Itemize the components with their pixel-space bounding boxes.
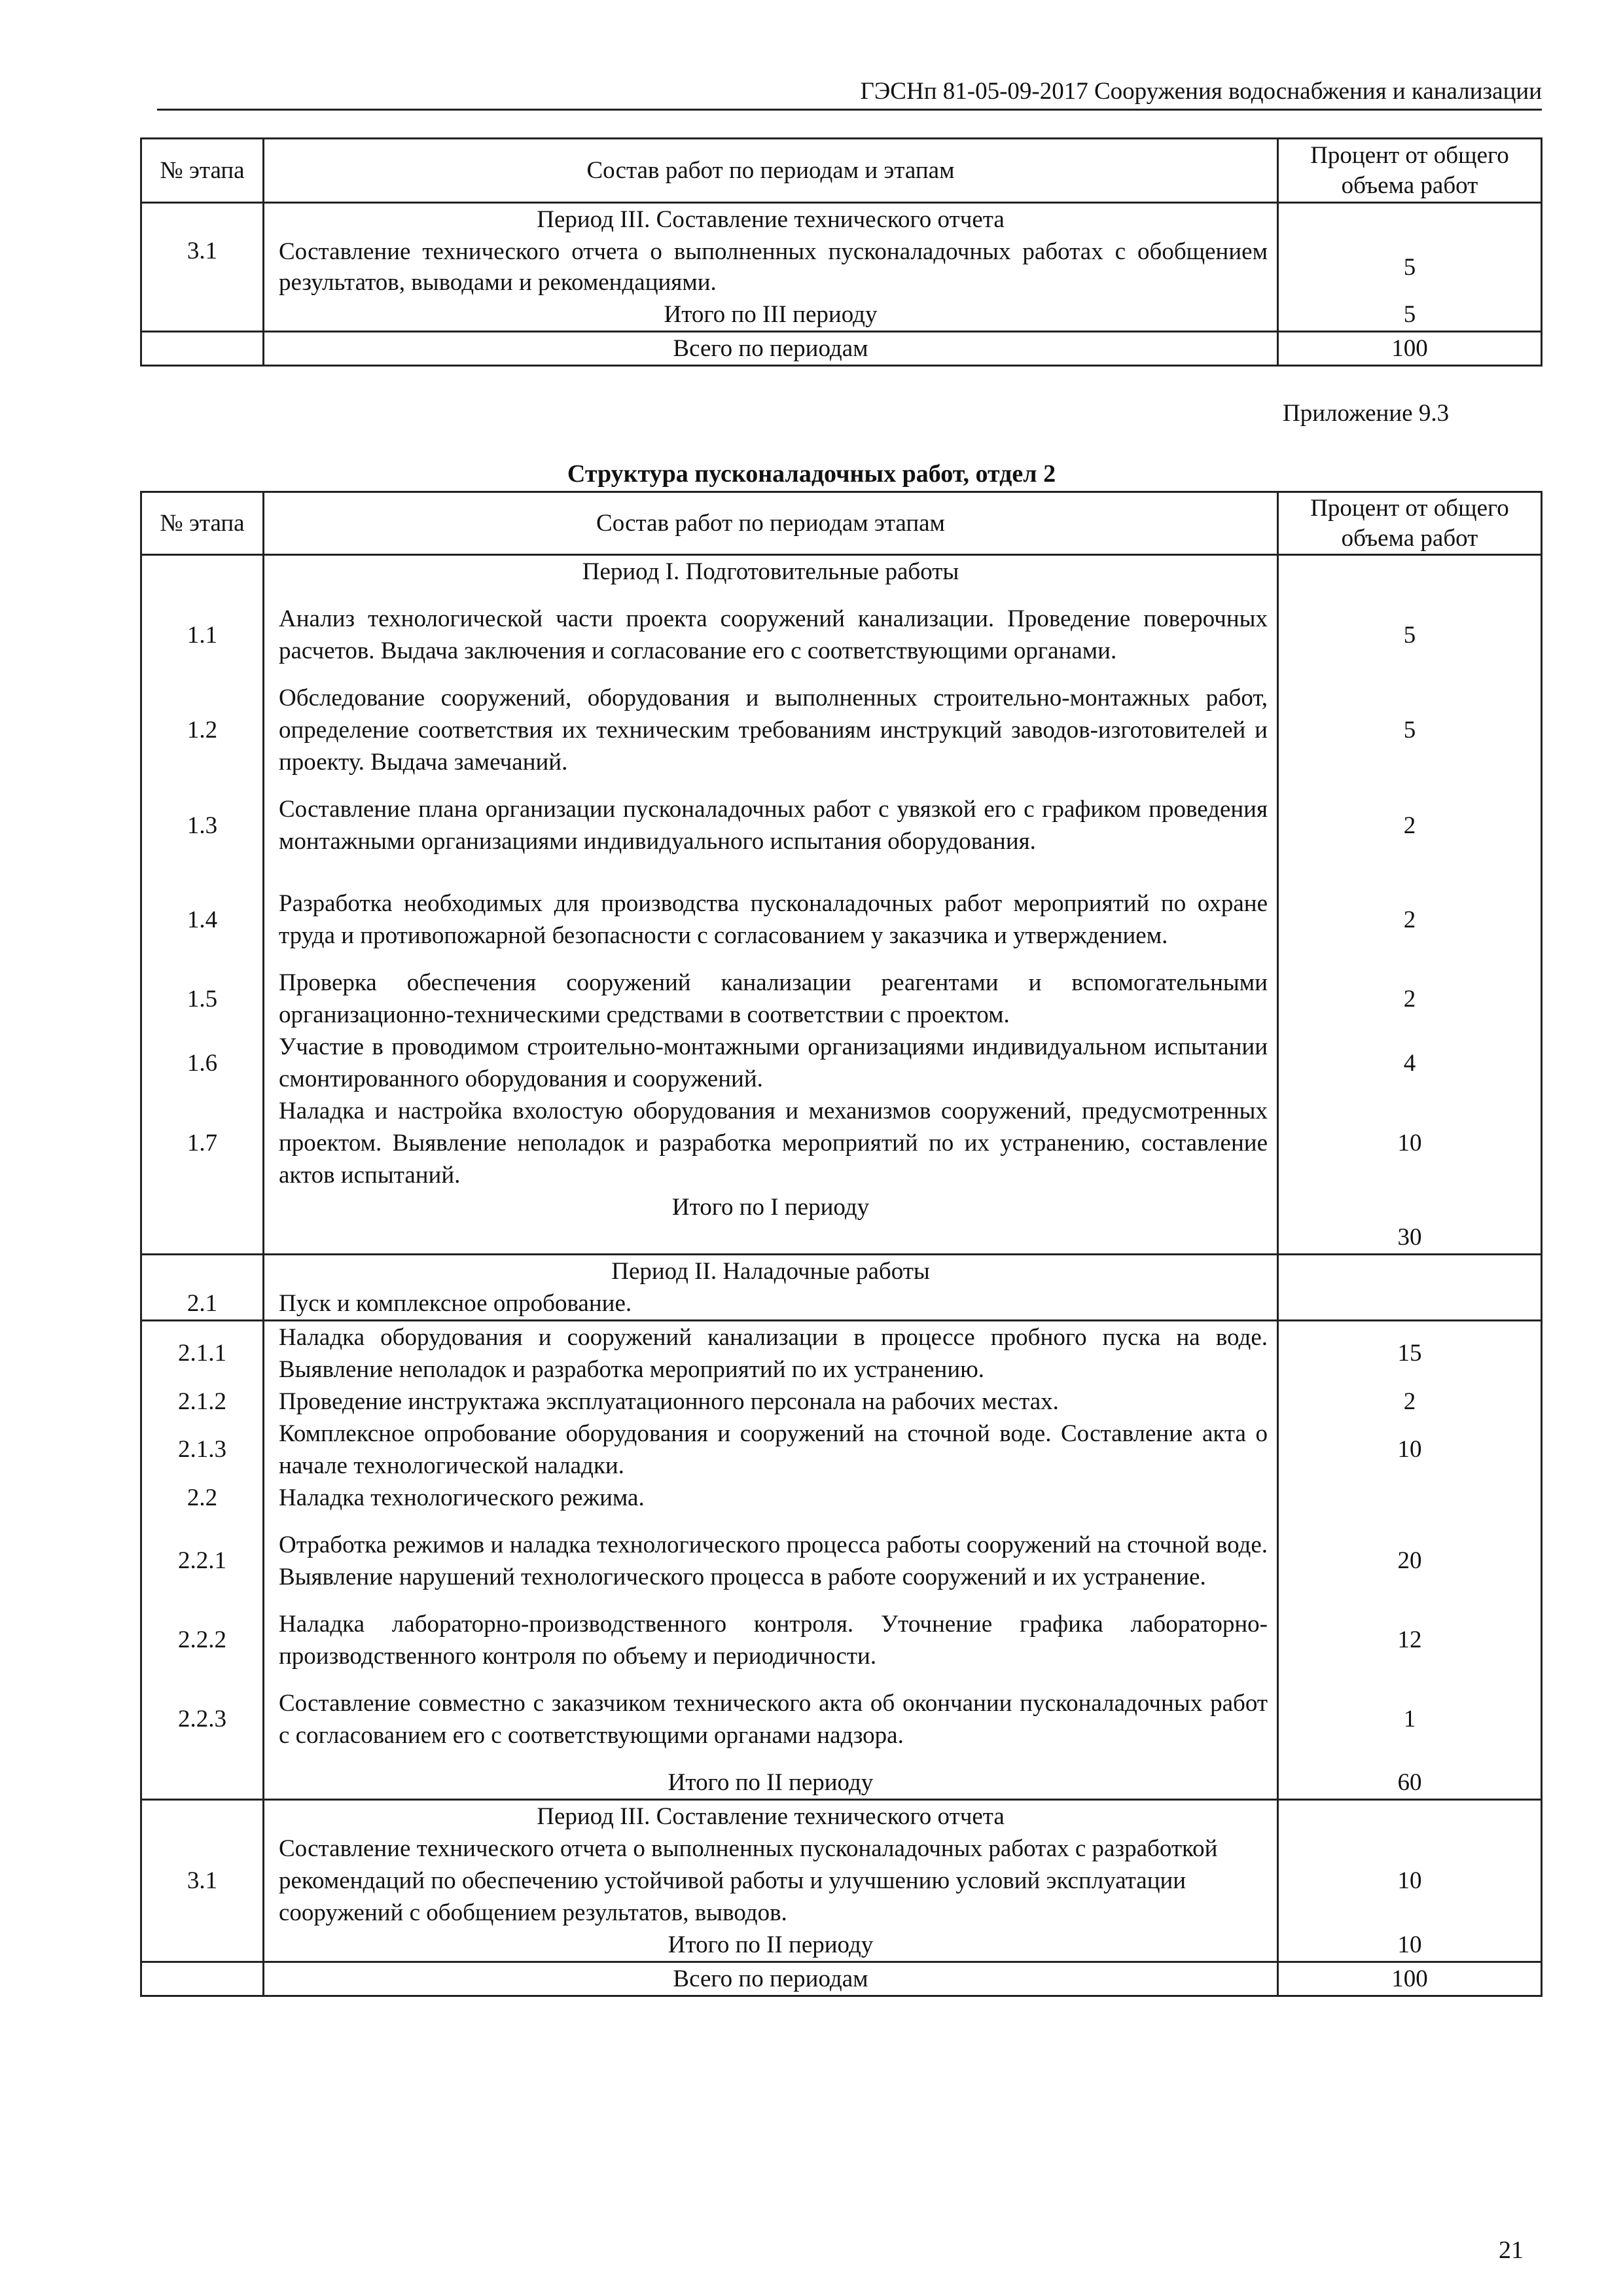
period-total-row [141,298,1542,332]
stage-number: 2.1.3 [141,1418,264,1482]
table-title: Структура пусконаладочных работ, отдел 2 [567,460,1056,488]
appendix-label: Приложение 9.3 [1283,400,1450,427]
stage-description: Наладка лабораторно-производственного контроля. Уточнение графика лабораторно-производственного контроля по объему и периодичности. [264,1608,1278,1672]
table-row [141,1320,1542,1386]
table-continuation [140,137,1543,367]
col-stage-header: № этапа [141,492,264,555]
stage-number: 3.1 [141,203,264,299]
stage-description: Обследование сооружений, оборудования и выполненных строительно-монтажных работ, определение соответствия их техническим требованиям инструкций заводов-изготовителей и проекту. Выдача замечаний. [264,682,1278,778]
period-total-label: Итого по II периоду [264,1767,1278,1800]
grand-total-value: 100 [1278,332,1542,366]
table-row [141,1287,1542,1321]
stage-percent: 5 [1278,682,1542,778]
stage-description: Наладка технологического режима. [264,1482,1278,1514]
period-title-row [141,1799,1542,1833]
grand-total-label: Всего по периодам [264,332,1278,366]
period-title-row [141,203,1542,236]
table-row [141,1608,1542,1672]
table-row [141,1031,1542,1095]
table-row [141,778,1542,872]
stage-number: 2.2.2 [141,1608,264,1672]
period-title: Период III. Составление технического отчета [264,1799,1278,1833]
stage-number: 1.4 [141,872,264,967]
stage-percent: 2 [1278,778,1542,872]
stage-description: Участие в проводимом строительно-монтажными организациями индивидуальном испытании смонтированного оборудования и сооружений. [264,1031,1278,1095]
stage-description: Пуск и комплексное опробование. [264,1287,1278,1321]
table-row [141,682,1542,778]
stage-percent: 2 [1278,967,1542,1031]
grand-total-value: 100 [1278,1962,1542,1996]
stage-description: Проверка обеспечения сооружений канализации реагентами и вспомогательными организационно-техническими средствами в соответствии с проектом. [264,967,1278,1031]
period-total-value: 10 [1278,1929,1542,1962]
period-total-label: Итого по III периоду [264,298,1278,332]
table-row [141,1418,1542,1482]
stage-percent: 5 [1278,236,1542,298]
grand-total-row [141,1962,1542,1996]
stage-percent: 10 [1278,1095,1542,1191]
stage-description: Наладка и настройка вхолостую оборудования и механизмов сооружений, предусмотренных проектом. Выявление неполадок и разработка мероприятий по их устранению, составление актов испытаний. [264,1095,1278,1191]
col-percent-header: Процент от общего объема работ [1278,492,1542,555]
table-header-row [141,139,1542,203]
stage-description: Наладка оборудования и сооружений канализации в процессе пробного пуска на воде. Выявление неполадок и разработка мероприятий по их устранению. [264,1320,1278,1386]
header-rule [157,109,1542,111]
period-title: Период III. Составление технического отчета [264,203,1278,236]
table-row [141,236,1542,298]
table-row [141,1482,1542,1514]
col-composition-header: Состав работ по периодам этапам [264,492,1278,555]
period-total-value: 5 [1278,298,1542,332]
stage-description: Разработка необходимых для производства пусконаладочных работ мероприятий по охране труда и противопожарной безопасности с согласованием у заказчика и утверждением. [264,872,1278,967]
stage-number: 1.7 [141,1095,264,1191]
stage-description: Составление совместно с заказчиком технического акта об окончании пусконаладочных работ с согласованием его с соответствующими органами надзора. [264,1672,1278,1767]
stage-number: 1.3 [141,778,264,872]
period-total-value: 60 [1278,1767,1542,1800]
stage-percent: 5 [1278,588,1542,682]
stage-number: 2.2 [141,1482,264,1514]
stage-percent: 4 [1278,1031,1542,1095]
table-row [141,1386,1542,1418]
stage-description: Составление плана организации пусконаладочных работ с увязкой его с графиком проведения монтажными организациями индивидуального испытания оборудования. [264,778,1278,872]
stage-description: Проведение инструктажа эксплуатационного персонала на рабочих местах. [264,1386,1278,1418]
stage-number: 2.2.1 [141,1514,264,1608]
table-row [141,1514,1542,1608]
col-composition-header: Состав работ по периодам и этапам [264,139,1278,203]
period-title: Период II. Наладочные работы [264,1254,1278,1287]
period-title-row [141,555,1542,588]
table-row [141,1095,1542,1191]
period-total-label: Итого по I периоду [264,1191,1278,1254]
period-total-value: 30 [1278,1191,1542,1254]
grand-total-label: Всего по периодам [264,1962,1278,1996]
col-percent-header: Процент от общего объема работ [1278,139,1542,203]
stage-description: Комплексное опробование оборудования и сооружений на сточной воде. Составление акта о начале технологической наладки. [264,1418,1278,1482]
stage-number: 2.1 [141,1287,264,1321]
stage-number: 1.6 [141,1031,264,1095]
period-total-label: Итого по II периоду [264,1929,1278,1962]
col-stage-header: № этапа [141,139,264,203]
stage-number: 1.2 [141,682,264,778]
period-title: Период I. Подготовительные работы [264,555,1278,588]
stage-number: 1.1 [141,588,264,682]
table-row [141,967,1542,1031]
page-number: 21 [1499,2236,1524,2264]
stage-percent: 2 [1278,1386,1542,1418]
table-commissioning-structure [140,491,1543,1997]
table-row [141,872,1542,967]
period-total-row [141,1767,1542,1800]
stage-percent: 2 [1278,872,1542,967]
grand-total-row [141,332,1542,366]
table-row [141,588,1542,682]
stage-number: 2.1.2 [141,1386,264,1418]
stage-number: 1.5 [141,967,264,1031]
table-header-row [141,492,1542,555]
stage-description: Составление технического отчета о выполненных пусконаладочных работах с обобщением результатов, выводами и рекомендациями. [264,236,1278,298]
period-title-row [141,1254,1542,1287]
stage-percent: 12 [1278,1608,1542,1672]
stage-description: Составление технического отчета о выполненных пусконаладочных работах с разработкой рекомендаций по обеспечению устойчивой работы и улучшению условий эксплуатации сооружений с обобщением результатов, выводов. [264,1833,1278,1929]
table-row [141,1833,1542,1929]
stage-percent: 1 [1278,1672,1542,1767]
period-total-row [141,1929,1542,1962]
stage-percent: 20 [1278,1514,1542,1608]
stage-number: 3.1 [141,1833,264,1929]
table-row [141,1672,1542,1767]
stage-number: 2.1.1 [141,1320,264,1386]
stage-percent: 10 [1278,1418,1542,1482]
stage-percent: 15 [1278,1320,1542,1386]
stage-percent: 10 [1278,1833,1542,1929]
period-total-row [141,1191,1542,1254]
running-header: ГЭСНп 81-05-09-2017 Сооружения водоснабжения и канализации [860,78,1542,105]
stage-number: 2.2.3 [141,1672,264,1767]
stage-description: Анализ технологической части проекта сооружений канализации. Проведение поверочных расчетов. Выдача заключения и согласование его с соответствующими органами. [264,588,1278,682]
stage-description: Отработка режимов и наладка технологического процесса работы сооружений на сточной воде. Выявление нарушений технологического процесса в работе сооружений и их устранение. [264,1514,1278,1608]
